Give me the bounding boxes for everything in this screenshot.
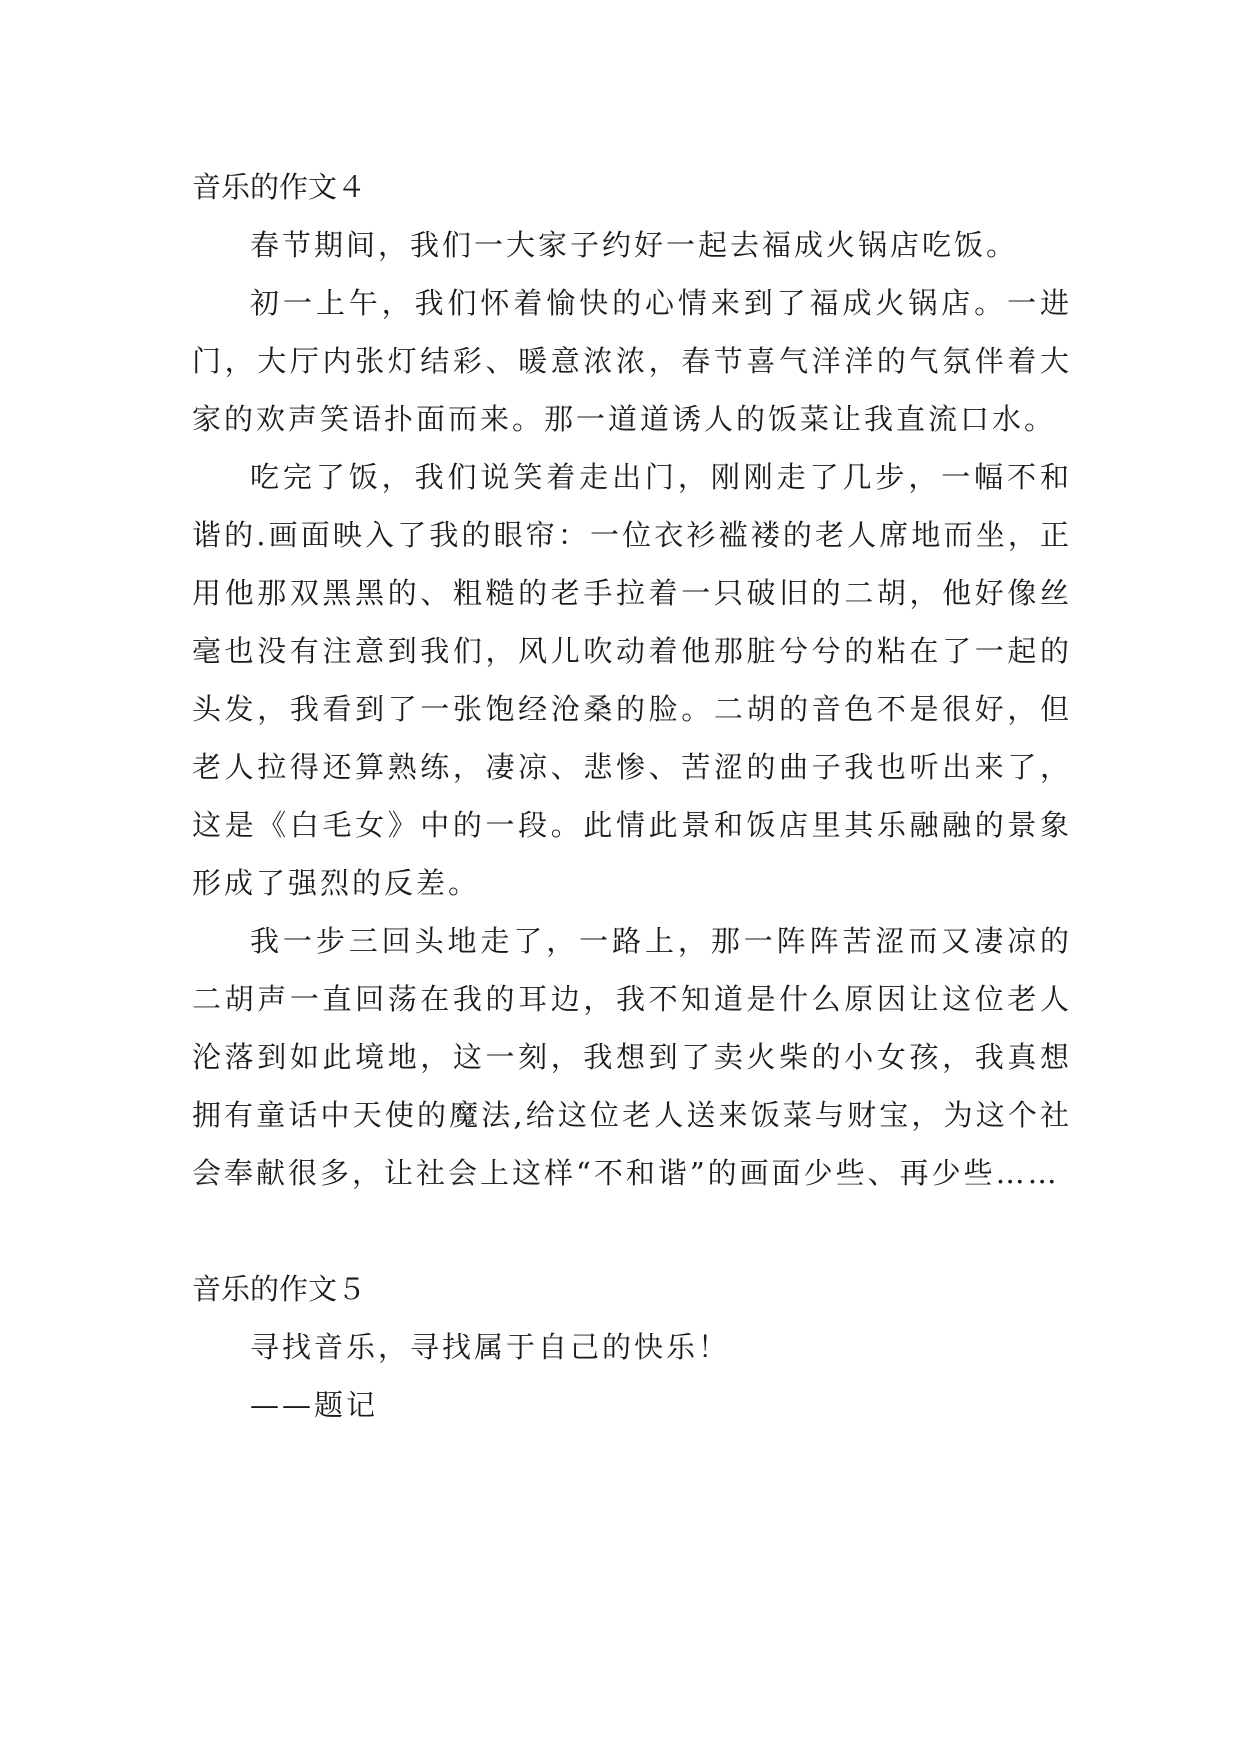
paragraph: 寻找音乐，寻找属于自己的快乐！ <box>250 1330 731 1364</box>
paragraph: ——题记 <box>250 1388 379 1422</box>
paragraph: 春节期间，我们一大家子约好一起去福成火锅店吃饭。 <box>250 228 1019 262</box>
paragraph: 初一上午，我们怀着愉快的心情来到了福成火锅店。一进门，大厅内张灯结彩、暖意浓浓，春节喜气洋洋的气氛伴着大家的欢声笑语扑面而来。那一道道诱人的饭菜让我直流口水。 <box>192 286 1072 436</box>
document-content <box>192 158 1072 1434</box>
paragraph: 我一步三回头地走了，一路上，那一阵阵苦涩而又凄凉的二胡声一直回荡在我的耳边，我不知道是什么原因让这位老人沦落到如此境地，这一刻，我想到了卖火柴的小女孩，我真想拥有童话中天使的魔法,给这位老人送来饭菜与财宝，为这个社会奉献很多，让社会上这样“不和谐”的画面少些、再少些…… <box>192 924 1072 1190</box>
section-title-4: 音乐的作文４ <box>192 170 367 204</box>
section-spacer <box>192 1202 1072 1260</box>
section-title-5: 音乐的作文５ <box>192 1272 367 1306</box>
paragraph: 吃完了饭，我们说笑着走出门，刚刚走了几步，一幅不和谐的.画面映入了我的眼帘：一位衣衫褴褛的老人席地而坐，正用他那双黑黑的、粗糙的老手拉着一只破旧的二胡，他好像丝毫也没有注意到我们，风儿吹动着他那脏兮兮的粘在了一起的头发，我看到了一张饱经沧桑的脸。二胡的音色不是很好，但老人拉得还算熟练，凄凉、悲惨、苦涩的曲子我也听出来了，这是《白毛女》中的一段。此情此景和饭店里其乐融融的景象形成了强烈的反差。 <box>192 460 1072 900</box>
